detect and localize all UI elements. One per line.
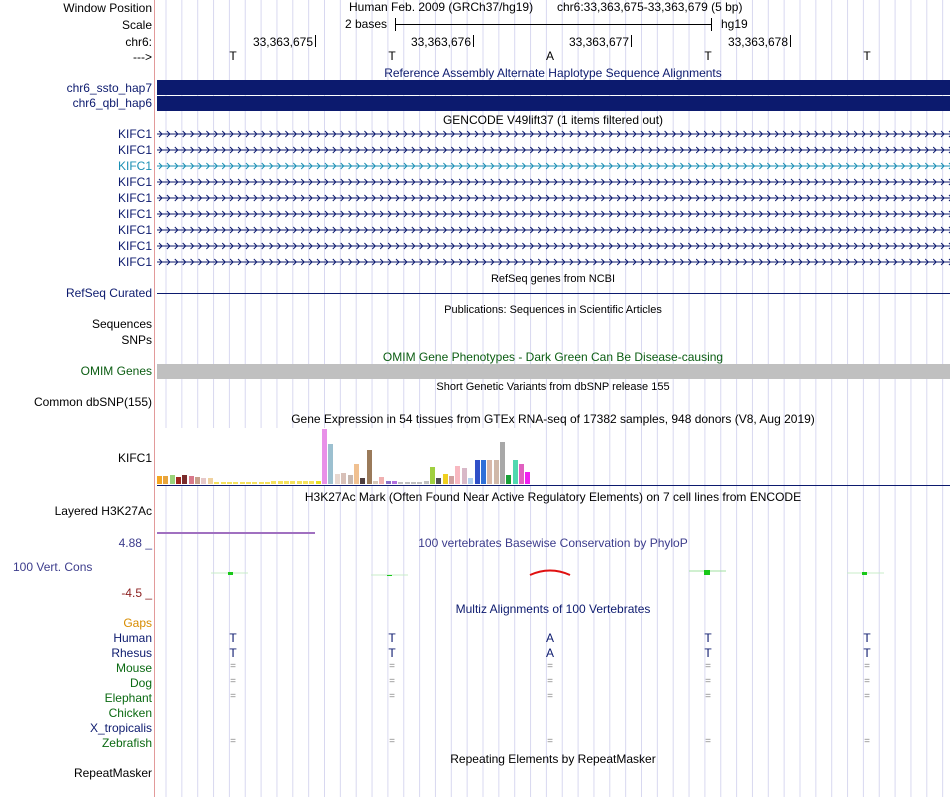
dbsnp-label[interactable]: Common dbSNP(155) xyxy=(33,395,152,409)
multiz-species-label[interactable]: Elephant xyxy=(104,691,152,705)
gtex-tissue-bar[interactable] xyxy=(182,475,187,484)
multiz-base: = xyxy=(705,661,711,672)
gtex-tissue-bar[interactable] xyxy=(303,481,308,484)
multiz-base: = xyxy=(547,676,553,687)
gtex-tissue-bar[interactable] xyxy=(278,481,283,484)
repeatmasker-label[interactable]: RepeatMasker xyxy=(73,766,152,780)
gtex-tissue-bar[interactable] xyxy=(163,476,168,484)
gencode-transcript-line[interactable] xyxy=(157,161,950,171)
gtex-tissue-bar[interactable] xyxy=(513,460,518,484)
alt-haplo-bar-1[interactable] xyxy=(157,80,950,95)
gtex-tissue-bar[interactable] xyxy=(525,472,530,484)
gtex-tissue-bar[interactable] xyxy=(341,473,346,484)
multiz-base: = xyxy=(230,676,236,687)
gtex-tissue-bar[interactable] xyxy=(265,482,270,484)
cons-plot[interactable] xyxy=(156,560,950,580)
gtex-tissue-bar[interactable] xyxy=(500,442,505,484)
repeatmasker-title[interactable]: Repeating Elements by RepeatMasker xyxy=(450,752,656,766)
multiz-base: = xyxy=(864,676,870,687)
multiz-base: T xyxy=(704,646,712,660)
gtex-tissue-bar[interactable] xyxy=(398,482,403,484)
gencode-transcript-line[interactable] xyxy=(157,225,950,235)
gtex-tissue-bar[interactable] xyxy=(430,467,435,484)
multiz-base: = xyxy=(864,661,870,672)
db-label: hg19 xyxy=(721,17,748,31)
multiz-base: = xyxy=(547,661,553,672)
alt-haplo-item-2[interactable]: chr6_qbl_hap6 xyxy=(72,96,152,110)
multiz-base: = xyxy=(389,676,395,687)
multiz-species-label[interactable]: X_tropicalis xyxy=(89,721,152,735)
cons-min-label: -4.5 _ xyxy=(121,586,152,600)
chr-label: chr6: xyxy=(125,35,152,49)
gtex-tissue-bar[interactable] xyxy=(506,475,511,484)
gtex-tissue-bar[interactable] xyxy=(316,481,321,484)
gencode-item-label[interactable]: KIFC1 xyxy=(117,207,152,221)
multiz-base: = xyxy=(547,691,553,702)
gtex-tissue-bar[interactable] xyxy=(252,482,257,484)
gtex-tissue-bar[interactable] xyxy=(297,481,302,484)
gtex-tissue-bar[interactable] xyxy=(227,482,232,484)
coordinate-tick xyxy=(631,35,632,47)
window-position-label: Window Position xyxy=(63,1,152,15)
gencode-item-label[interactable]: KIFC1 xyxy=(117,159,152,173)
publications-snps-label[interactable]: SNPs xyxy=(121,333,152,347)
coordinate-label: 33,363,676 xyxy=(410,35,471,49)
scale-bar xyxy=(395,24,711,25)
ruler-base: T xyxy=(704,49,712,63)
alt-haplo-item-1[interactable]: chr6_ssto_hap7 xyxy=(66,81,152,95)
gencode-item-label[interactable]: KIFC1 xyxy=(117,223,152,237)
gtex-tissue-bar[interactable] xyxy=(455,466,460,484)
multiz-base: = xyxy=(864,736,870,747)
multiz-base: A xyxy=(545,631,554,645)
gtex-tissue-bar[interactable] xyxy=(189,476,194,484)
gtex-tissue-bar[interactable] xyxy=(259,482,264,484)
label-divider xyxy=(154,0,155,797)
strand-label: ---> xyxy=(133,50,152,64)
multiz-base: = xyxy=(705,736,711,747)
cons-max-label: 4.88 _ xyxy=(118,536,152,550)
omim-bar[interactable] xyxy=(157,364,950,379)
gtex-tissue-bar[interactable] xyxy=(405,482,410,484)
multiz-base: = xyxy=(389,736,395,747)
gencode-item-label[interactable]: KIFC1 xyxy=(117,255,152,269)
multiz-species-label[interactable]: Rhesus xyxy=(111,646,152,660)
gtex-tissue-bar[interactable] xyxy=(157,476,162,484)
gtex-tissue-bar[interactable] xyxy=(246,482,251,484)
scale-label: Scale xyxy=(121,18,152,32)
coordinate-tick xyxy=(473,35,474,47)
gtex-tissue-bar[interactable] xyxy=(373,481,378,484)
multiz-base: T xyxy=(388,631,396,645)
gtex-tissue-bar[interactable] xyxy=(195,477,200,484)
ruler-base: T xyxy=(229,49,237,63)
gtex-tissue-bar[interactable] xyxy=(221,482,226,484)
scale-bar-left-end xyxy=(395,18,396,31)
gtex-tissue-bar[interactable] xyxy=(417,482,422,484)
multiz-base: T xyxy=(863,631,871,645)
multiz-base: T xyxy=(388,646,396,660)
multiz-title[interactable]: Multiz Alignments of 100 Vertebrates xyxy=(455,602,651,616)
h3k27ac-signal[interactable] xyxy=(157,532,315,534)
gencode-transcript-line[interactable] xyxy=(157,209,950,219)
gtex-tissue-bar[interactable] xyxy=(322,429,327,484)
gtex-tissue-bar[interactable] xyxy=(233,482,238,484)
omim-label[interactable]: OMIM Genes xyxy=(80,364,152,378)
gtex-expression-chart[interactable] xyxy=(157,428,535,484)
publications-sequences-label[interactable]: Sequences xyxy=(91,317,152,331)
coordinate-label: 33,363,678 xyxy=(727,35,788,49)
gencode-item-label[interactable]: KIFC1 xyxy=(117,143,152,157)
multiz-species-label[interactable]: Mouse xyxy=(115,661,152,675)
cons-title[interactable]: 100 vertebrates Basewise Conservation by PhyloP xyxy=(418,536,688,550)
gtex-tissue-bar[interactable] xyxy=(379,477,384,484)
gencode-transcript-line[interactable] xyxy=(157,257,950,267)
gencode-transcript-line[interactable] xyxy=(157,145,950,155)
gtex-tissue-bar[interactable] xyxy=(392,481,397,484)
coordinate-label: 33,363,677 xyxy=(568,35,629,49)
multiz-base: = xyxy=(230,736,236,747)
multiz-base: = xyxy=(389,661,395,672)
gencode-item-label[interactable]: KIFC1 xyxy=(117,175,152,189)
gencode-item-label[interactable]: KIFC1 xyxy=(117,239,152,253)
gtex-tissue-bar[interactable] xyxy=(360,478,365,484)
gtex-title[interactable]: Gene Expression in 54 tissues from GTEx RNA-seq of 17382 samples, 948 donors (V8, Aug 2019) xyxy=(291,412,815,426)
h3k27ac-label[interactable]: Layered H3K27Ac xyxy=(54,504,152,518)
gtex-tissue-bar[interactable] xyxy=(309,481,314,484)
multiz-base: = xyxy=(230,661,236,672)
gencode-transcript-line[interactable] xyxy=(157,193,950,203)
gtex-tissue-bar[interactable] xyxy=(284,481,289,484)
multiz-species-label[interactable]: Human xyxy=(113,631,152,645)
gtex-tissue-bar[interactable] xyxy=(424,481,429,484)
gtex-label[interactable]: KIFC1 xyxy=(117,451,152,465)
multiz-base: T xyxy=(229,646,237,660)
multiz-species-label[interactable]: Gaps xyxy=(123,616,152,630)
scale-text: 2 bases xyxy=(345,17,388,31)
ruler-base: A xyxy=(545,49,554,63)
gtex-tissue-bar[interactable] xyxy=(348,475,353,484)
multiz-base: = xyxy=(864,691,870,702)
assembly-name[interactable]: Human Feb. 2009 (GRCh37/hg19) xyxy=(349,0,534,14)
gtex-tissue-bar[interactable] xyxy=(170,475,175,484)
gtex-tissue-bar[interactable] xyxy=(449,476,454,484)
position-readout[interactable]: chr6:33,363,675-33,363,679 (5 bp) xyxy=(557,0,743,14)
multiz-base: T xyxy=(704,631,712,645)
coordinate-tick xyxy=(790,35,791,47)
gtex-tissue-bar[interactable] xyxy=(436,478,441,484)
dbsnp-title[interactable]: Short Genetic Variants from dbSNP release 155 xyxy=(436,381,670,393)
refseq-title[interactable]: RefSeq genes from NCBI xyxy=(490,273,616,285)
alt-haplo-bar-2[interactable] xyxy=(157,96,950,111)
gencode-item-label[interactable]: KIFC1 xyxy=(117,191,152,205)
gtex-tissue-bar[interactable] xyxy=(201,478,206,484)
multiz-base: = xyxy=(230,691,236,702)
gtex-tissue-bar[interactable] xyxy=(386,481,391,484)
gencode-title[interactable]: GENCODE V49lift37 (1 items filtered out) xyxy=(442,113,664,127)
multiz-base: = xyxy=(389,691,395,702)
refseq-line[interactable] xyxy=(157,293,950,294)
gencode-transcript-line[interactable] xyxy=(157,177,950,187)
gtex-tissue-bar[interactable] xyxy=(208,478,213,484)
gtex-tissue-bar[interactable] xyxy=(481,460,486,484)
gtex-tissue-bar[interactable] xyxy=(354,464,359,484)
gtex-tissue-bar[interactable] xyxy=(176,477,181,484)
gtex-tissue-bar[interactable] xyxy=(462,468,467,484)
gtex-baseline xyxy=(157,485,950,486)
gtex-tissue-bar[interactable] xyxy=(328,444,333,484)
scale-bar-right-end xyxy=(711,18,712,31)
cons-label[interactable]: 100 Vert. Cons xyxy=(13,560,93,574)
gtex-tissue-bar[interactable] xyxy=(487,460,492,484)
gencode-transcript-line[interactable] xyxy=(157,241,950,251)
h3k27ac-title[interactable]: H3K27Ac Mark (Often Found Near Active Regulatory Elements) on 7 cell lines from ENCODE xyxy=(304,490,802,504)
publications-title[interactable]: Publications: Sequences in Scientific Articles xyxy=(444,304,662,316)
gtex-tissue-bar[interactable] xyxy=(411,482,416,484)
multiz-species-label[interactable]: Zebrafish xyxy=(101,736,152,750)
gtex-tissue-bar[interactable] xyxy=(475,460,480,484)
gtex-tissue-bar[interactable] xyxy=(214,482,219,484)
multiz-species-label[interactable]: Dog xyxy=(129,676,152,690)
multiz-base: = xyxy=(705,676,711,687)
coordinate-tick xyxy=(315,35,316,47)
multiz-base: = xyxy=(705,691,711,702)
alt-haplo-title[interactable]: Reference Assembly Alternate Haplotype Sequence Alignments xyxy=(384,66,722,80)
gtex-tissue-bar[interactable] xyxy=(494,460,499,484)
gencode-transcript-line[interactable] xyxy=(157,129,950,139)
gtex-tissue-bar[interactable] xyxy=(271,481,276,484)
coordinate-label: 33,363,675 xyxy=(252,35,313,49)
gtex-tissue-bar[interactable] xyxy=(367,450,372,484)
gencode-item-label[interactable]: KIFC1 xyxy=(117,127,152,141)
gtex-tissue-bar[interactable] xyxy=(335,474,340,484)
multiz-base: = xyxy=(547,736,553,747)
refseq-label[interactable]: RefSeq Curated xyxy=(65,286,152,300)
ruler-base: T xyxy=(863,49,871,63)
gtex-tissue-bar[interactable] xyxy=(290,481,295,484)
gtex-tissue-bar[interactable] xyxy=(468,478,473,484)
multiz-base: T xyxy=(229,631,237,645)
multiz-base: A xyxy=(545,646,554,660)
omim-title[interactable]: OMIM Gene Phenotypes - Dark Green Can Be Disease-causing xyxy=(382,350,724,364)
multiz-base: T xyxy=(863,646,871,660)
gtex-tissue-bar[interactable] xyxy=(519,464,524,484)
gtex-tissue-bar[interactable] xyxy=(240,482,245,484)
multiz-species-label[interactable]: Chicken xyxy=(108,706,152,720)
gtex-tissue-bar[interactable] xyxy=(443,474,448,484)
ruler-base: T xyxy=(388,49,396,63)
